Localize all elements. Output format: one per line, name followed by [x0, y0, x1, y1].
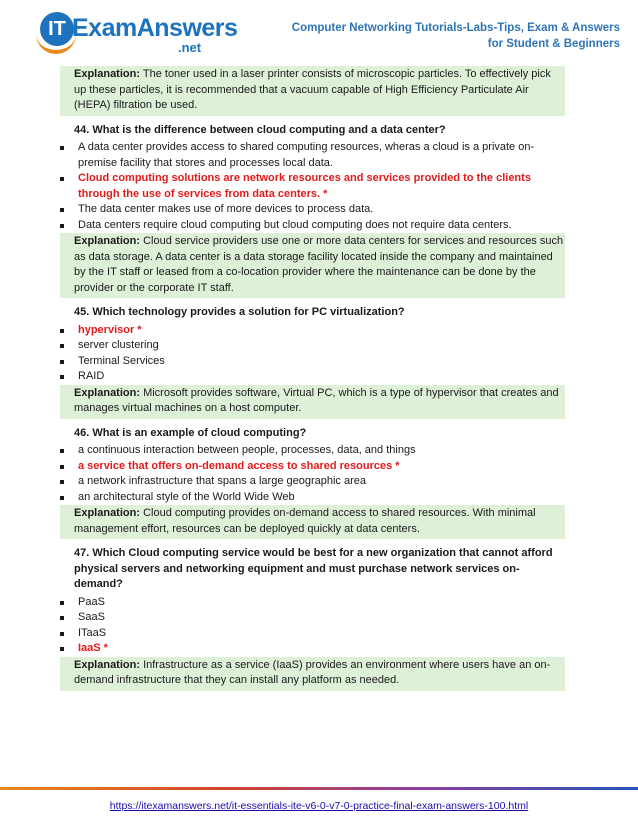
explanation-45 [60, 385, 565, 419]
option-46-2-correct: a service that offers on-demand access to shared resources * [60, 459, 565, 475]
question-44: 44. What is the difference between cloud computing and a data center? [74, 123, 446, 136]
option-47-3: ITaaS [60, 626, 565, 642]
option-44-3: The data center makes use of more devices to process data. [60, 202, 565, 218]
site-logo[interactable] [40, 10, 238, 60]
explanation-label: Explanation: [74, 507, 141, 519]
explanation-46 [60, 505, 565, 539]
explanation-text: Microsoft provides software, Virtual PC, which is a type of hypervisor that creates and manages virtual machines on a host computer. [74, 386, 559, 414]
explanation-label: Explanation: [74, 68, 141, 80]
logo-wordmark: ExamAnswers [72, 14, 238, 42]
explanation-text: Cloud service providers use one or more data centers for services and resources such as data storage. A data center is a data storage facility located inside the company and maintained by the IT staff or leased from a co-location provider where the maintenance can be done by the provider or the corporate IT staff. [74, 235, 564, 294]
explanation-44 [60, 233, 565, 298]
question-47: 47. Which Cloud computing service would be best for a new organization that cannot afford physical servers and networking equipment and must purchase network services on-demand? [74, 547, 553, 590]
logo-domain: .net [178, 40, 202, 55]
explanation-text: Cloud computing provides on-demand access to shared resources. With minimal management effort, resources can be deployed quickly at data centers. [74, 507, 536, 535]
explanation-label: Explanation: [74, 235, 141, 247]
logo-it-badge: IT [40, 12, 74, 46]
explanation-text: Infrastructure as a service (IaaS) provides an environment where users have an on-demand infrastructure that they can install any platform as needed. [74, 658, 551, 686]
tagline-line-2: for Student & Beginners [487, 38, 620, 50]
options-47 [60, 595, 565, 657]
site-tagline [290, 20, 620, 52]
option-45-3: Terminal Services [60, 354, 565, 370]
explanation-47 [60, 657, 565, 691]
option-46-3: a network infrastructure that spans a large geographic area [60, 474, 565, 490]
explanation-43 [60, 66, 565, 116]
option-44-4: Data centers require cloud computing but cloud computing does not require data centers. [60, 218, 565, 234]
question-46: 46. What is an example of cloud computing? [74, 426, 307, 439]
option-47-1: PaaS [60, 595, 565, 611]
option-46-4: an architectural style of the World Wide Web [60, 490, 565, 506]
footer-source-link[interactable]: https://itexamanswers.net/it-essentials-ite-v6-0-v7-0-practice-final-exam-answers-100.html [109, 800, 529, 812]
option-47-4-correct: IaaS * [60, 641, 565, 657]
explanation-label: Explanation: [74, 658, 141, 671]
page-content [60, 66, 565, 691]
options-45 [60, 323, 565, 385]
tagline-line-1: Computer Networking Tutorials-Labs-Tips, Exam & Answers [291, 22, 620, 34]
option-44-1: A data center provides access to shared computing resources, wheras a cloud is a private on-premise facility that stores and processes local data. [60, 140, 565, 171]
option-45-4: RAID [60, 369, 565, 385]
question-45: 45. Which technology provides a solution for PC virtualization? [74, 306, 405, 318]
option-44-2-correct: Cloud computing solutions are network resources and services provided to the clients through the use of services from data centers. * [60, 171, 565, 202]
options-46 [60, 443, 565, 505]
option-45-1-correct: hypervisor * [60, 323, 565, 339]
explanation-label: Explanation: [74, 386, 141, 399]
option-46-1: a continuous interaction between people, processes, data, and things [60, 443, 565, 459]
options-44 [60, 140, 565, 233]
footer-gradient-divider [0, 787, 638, 790]
explanation-text: The toner used in a laser printer consists of microscopic particles. To effectively pick up these particles, it is recommended that a vacuum capable of High Efficiency Particulate Air (HEPA) filtration be used. [74, 68, 551, 111]
option-47-2: SaaS [60, 610, 565, 626]
page-header [0, 0, 638, 64]
option-45-2: server clustering [60, 338, 565, 354]
